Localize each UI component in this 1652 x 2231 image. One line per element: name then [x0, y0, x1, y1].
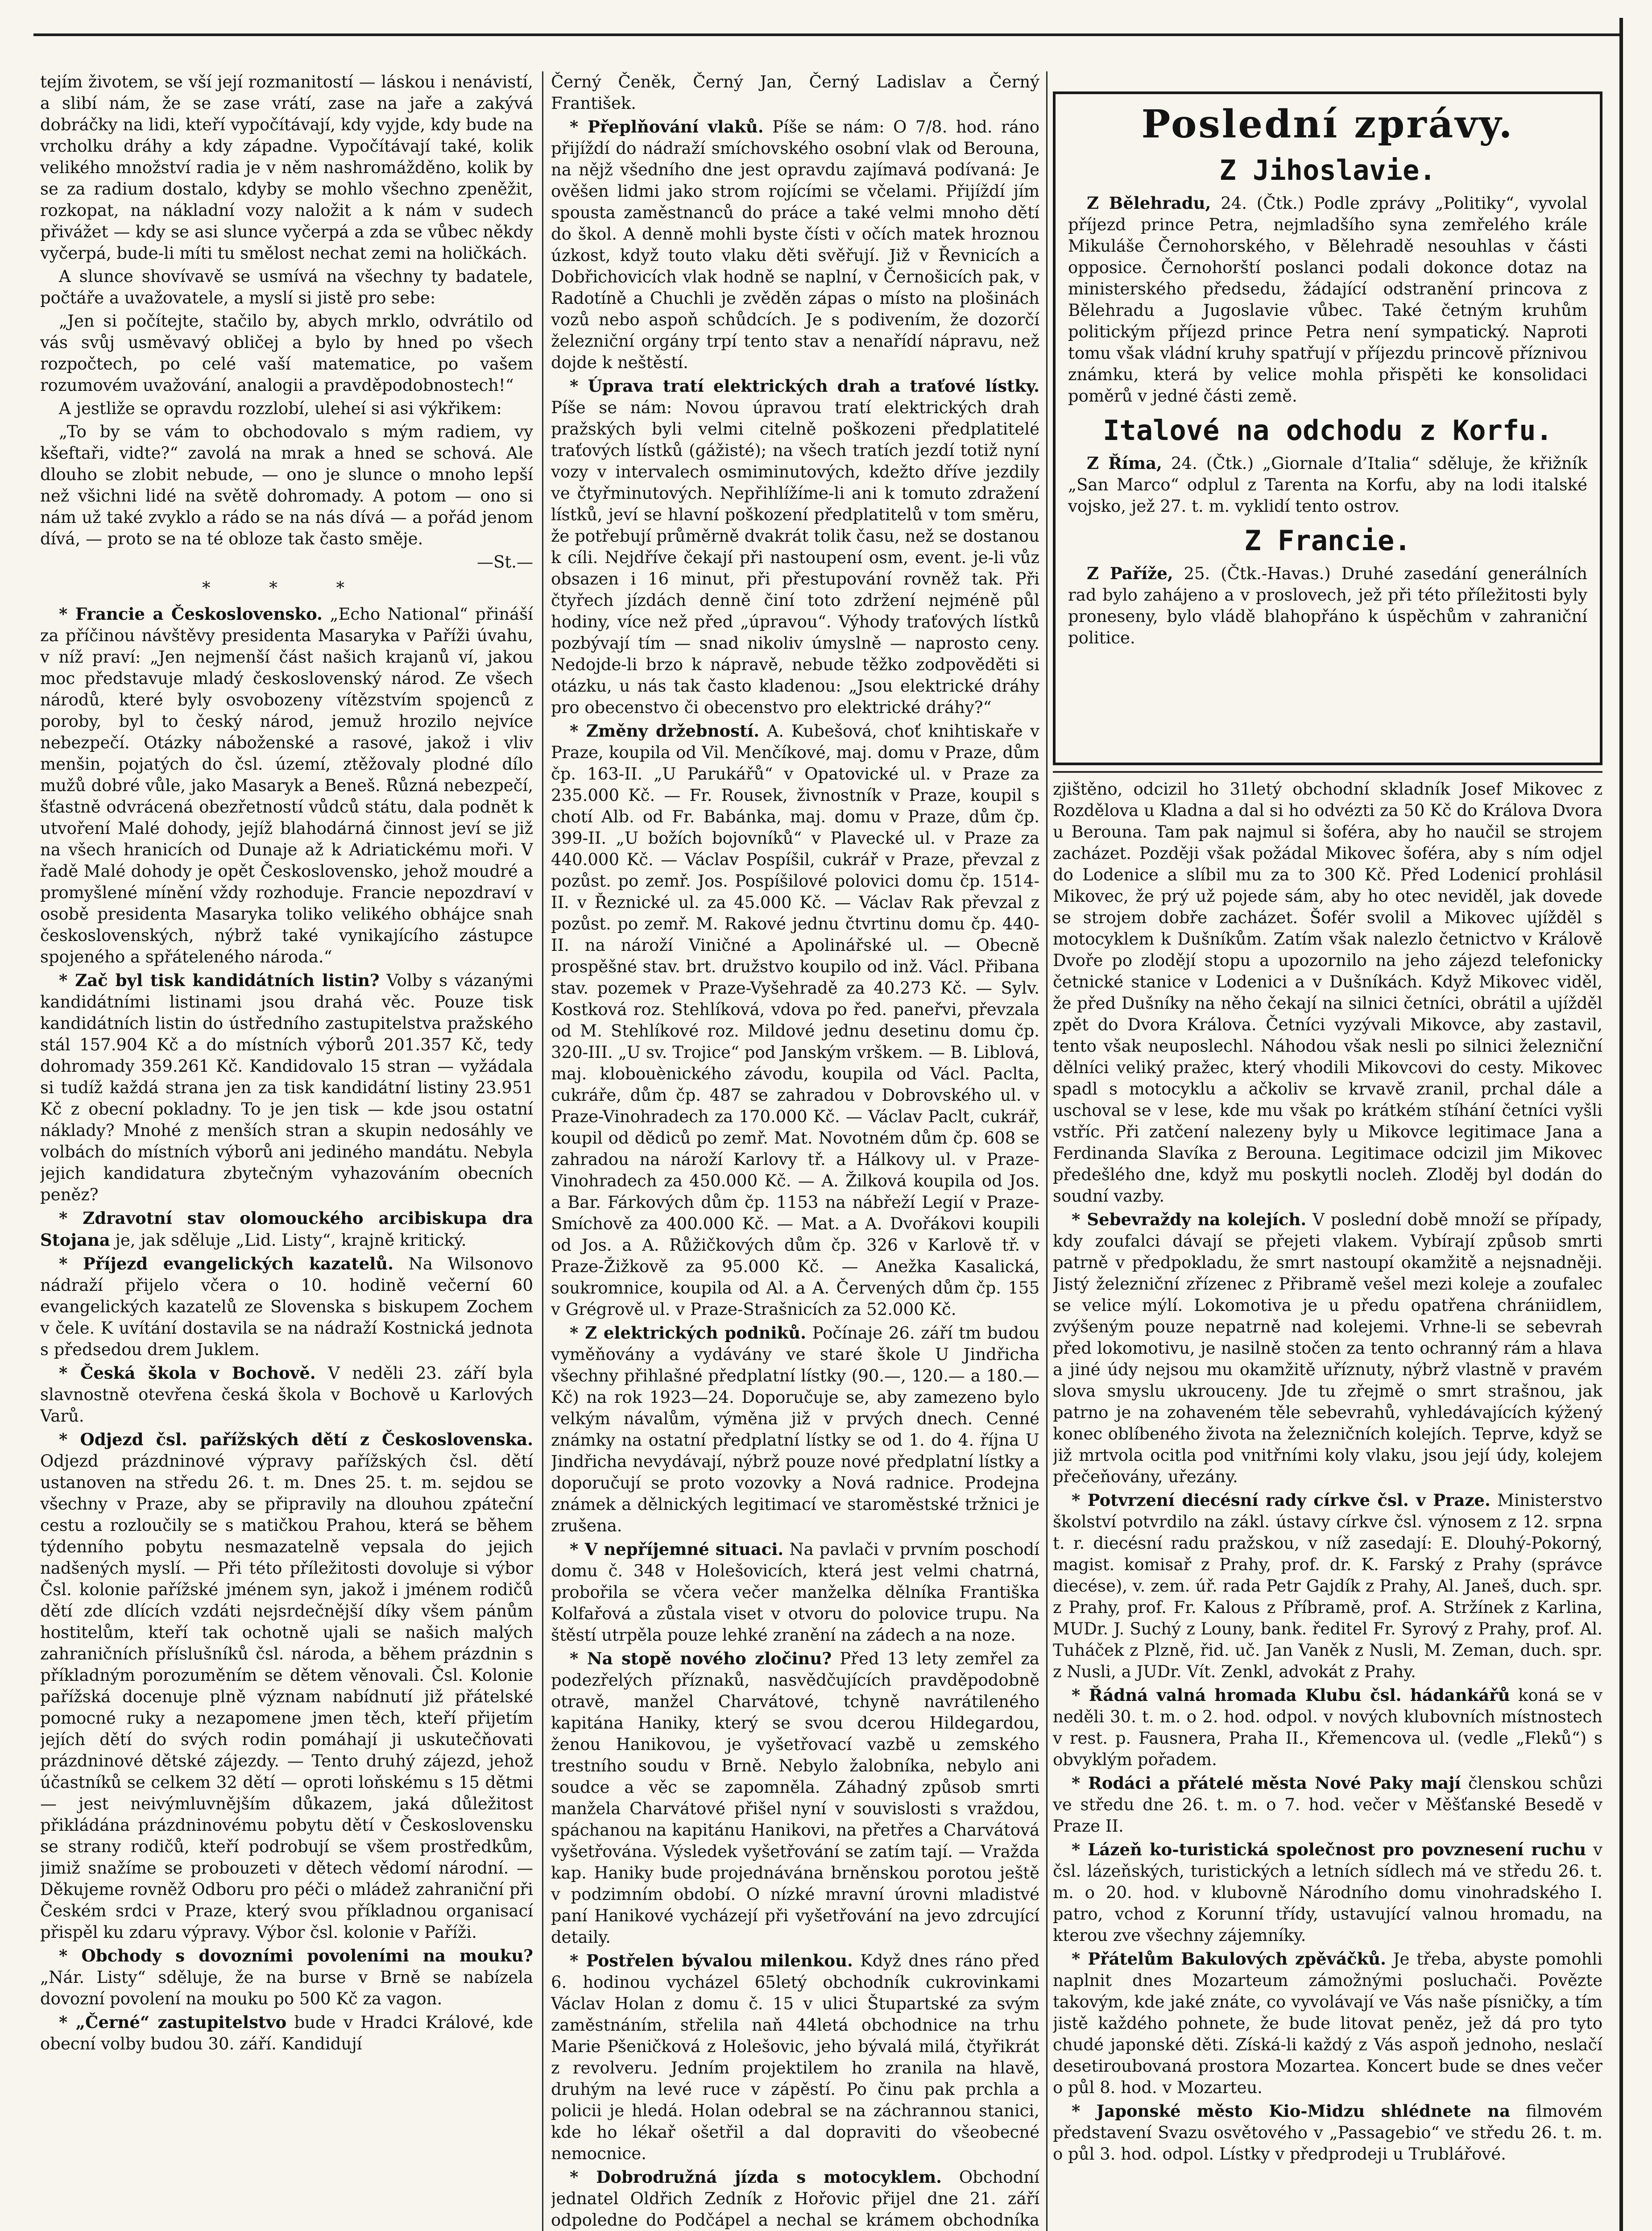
column-3-lower	[1053, 779, 1602, 2231]
news-body: V poslední době množí se případy, kdy zoufalci dávají se přejeti vlakem. Vybírají způsob smrti patrně v předpokladu, že smrt nastoupí okamžitě a nejsnadněji. Jistý železniční zřízenec z Přibramě vešel mezi koleje a zoufalec se velice mýlí. Lokomotiva je u předu opatřena chrániidlem, zvýšeným pouze nepatrně nad kolejemi. Vrhne-li se sebevrah před lokomotivu, je nasilně stočen za tento ochranný rám a hlava a jiné údy nejsou mu okamžitě uříznuty, nýbrž vlastně v pravém slova smyslu ukrouceny. Jde tu zřejmě o smrt strašnou, jak patrno je na zohaveném těle sebevrahů, vyhledávajících kýžený konec oblíbeného života na železničních kolejích. Teprve, když se již mrtvola ocitla pod vnitřními koly vlaku, jsou její údy, kolejem přečeňovány, uřezány.	[1053, 1210, 1602, 1486]
news-item-kazatele	[40, 1253, 533, 1360]
news-heading: * Česká škola v Bochově.	[59, 1363, 316, 1383]
news-body: A. Kubešová, choť knihtiskaře v Praze, koupila od Vil. Menčíkové, maj. domu v Praze, dům čp. 163-II. „U Parukářů“ v Opatovické ul. v Praze za 235.000 Kč. — Fr. Rousek, živnostník v Praze, koupil s chotí Alb. od Fr. Babánka, maj. domu v Praze, dům čp. 399-II. „U božích bojovníků“ v Plavecké ul. v Praze za 440.000 Kč. — Václav Pospíšil, cukrář v Praze, převzal z pozůst. po zemř. Jos. Pospíšilové polovici domu čp. 1514-II. v Řeznické ul. za 45.000 Kč. — Václav Rak převzal z pozůst. po zemř. M. Rakové jednu čtvrtinu domu čp. 440-II. na nároží Viničné a Apolinářské ul. — Obecně prospěšné stav. brt. družstvo koupilo od inž. Václ. Přibana stav. pozemek v Praze-Vyšehradě za 40.273 Kč. — Sylv. Kostková roz. Stehlíková, vdova po řed. paneřvi, převzala od M. Stehlíkové roz. Mildové jednu desetinu domu čp. 320-III. „U sv. Trojice“ pod Janským vrškem. — B. Liblová, maj. klobouènického závodu, koupila od Václ. Paclta, cukráře, dům čp. 487 se zahradou v Dobrovského ul. v Praze-Vinohradech za 170.000 Kč. — Václav Paclt, cukrář, koupil od dědiců po zemř. Mat. Novotném dům čp. 608 se zahradou na nároží Karlovy tř. a Hálkovy ul. v Praze-Vinohradech za 450.000 Kč. — A. Žilková koupila od Jos. a Bar. Fárkových dům čp. 1153 na nábřeží Legií v Praze-Smíchově za 400.000 Kč. — Mat. a A. Dvořákovi koupili od Jos. a A. Růžičkových dům čp. 326 v Karlově tř. v Praze-Žižkově za 95.000 Kč. — Anežka Kasalická, soukromnice, koupila od Al. a A. Červených dům čp. 155 v Grégrově ul. v Praze-Strašnicích za 52.000 Kč.	[551, 722, 1039, 1319]
news-heading: * Japonské město Kio-Midzu shlédnete na	[1072, 2101, 1511, 2121]
news-body: Ministerstvo školství potvrdilo na zákl. ústavy církve čsl. výnosem z 12. srpna t. r. diecésní radu pražskou, v níž zasedají: E. Dlouhý-Pokorný, magist. komisař z Prahy, prof. dr. K. Farský z Prahy (správce diecése), v. zem. úř. rada Petr Gajdík z Prahy, Al. Janeš, duch. spr. z Prahy, prof. Fr. Kalous z Příbramě, prof. A. Stržínek z Karlina, MUDr. J. Suchý z Louny, bank. ředitel Fr. Syrový z Prahy, prof. Al. Tuháček z Plzně, řid. uč. Jan Vaněk z Nusli, M. Zeman, duch. spr. z Nusli, a JUDr. Vít. Zenkl, advokát z Prahy.	[1053, 1491, 1602, 1681]
news-item-uprava	[551, 375, 1039, 718]
news-body: Na Wilsonovo nádraží přijelo včera o 10. hodině večerní 60 evangelických kazatelů ze Slovenska s biskupem Zochem v čele. K uvítání dostavila se na nádraží Kostnická jednota s předsedou drem Juklem.	[40, 1254, 533, 1359]
news-item-situaci	[551, 1538, 1039, 1646]
news-heading: * Z elektrických podniků.	[570, 1323, 807, 1343]
news-item-nova-paka	[1053, 1772, 1602, 1837]
news-heading: * Řádná valná hromada Klubu čsl. hádankářů	[1072, 1685, 1510, 1705]
news-heading: * Přeplňování vlaků.	[570, 117, 764, 137]
news-body: koná se v neděli 30. t. m. o 2. hod. odpol. v nových klubovních místnostech v rest. p. Fausnera, Praha II., Křemencova ul. (vedle „Fleků“) s obvyklým pořadem.	[1053, 1686, 1602, 1769]
news-body: členskou schůzi ve středu dne 26. t. m. o 7. hod. večer v Měšťanské Besedě v Praze II.	[1053, 1774, 1602, 1836]
sun-article-p3: „Jen si počítejte, stačilo by, abych mrklo, odvrátilo od vás svůj usměvavý obličej a bylo by hned po všech rozpočtech, po celé vaší matematice, po vašem rozumovém uvažování, analogii a pravděpodobnostech!“	[40, 311, 533, 395]
news-item-bochov	[40, 1362, 533, 1427]
top-rule	[33, 33, 1619, 36]
section-title-jihoslavie: Z Jihoslavie.	[1219, 154, 1436, 187]
news-body: 24. (Čtk.) Podle zprávy „Politiky“, vyvolal příjezd prince Petra, nejmladšího syna zemřelého krále Mikuláše Černohorského, v Bělehradě nesouhlas v části opposice. Černohorští poslanci podali dokonce dotaz na ministerského předsedu, žádající odstranění princova z Bělehradu a Jugoslavie vůbec. Také četným kruhům politickým příjezd prince Petra není sympatický. Naproti tomu však vládní kruhy spatřují v příjezdu princově příznivou známku, která by velice mohla přispěti ke konsolidaci poměrů v jedné části země.	[1068, 194, 1588, 406]
news-item-zmeny	[551, 720, 1039, 1320]
sun-article-p5: „To by se vám to obchodovalo s mým radiem, vy kšeftaři, vidte?“ zavolá na mrak a hned se schová. Ale dlouho se zlobit nebude, — ono je slunce o mnoho lepší než všichni lidé na světě dohromady. A potom — ono si nám už také zvyklo a rádo se na nás dívá — a pořád jenom dívá, — proto se na té obloze tak často směje.	[40, 422, 533, 548]
news-item-potvrzeni	[1053, 1489, 1602, 1683]
news-body: Když dnes ráno před 6. hodinou vycházel 65letý obchodník cukrovinkami Václav Holan z domu č. 15 v ulici Štupartské za svým zaměstnáním, střelila naň 44letá obchodnice na trhu Marie Pšeničková z Holešovic, jeho bývalá milá, čtyřikrát z revolveru. Jedním projektilem ho zranila na hlavě, druhým na levé ruce v zápěstí. Po činu pak prchla a policii je hledá. Holan odebral se na záchrannou stanici, kde ho lékař ošetřil a dal dopraviti do všeobecné nemocnice.	[551, 1951, 1039, 2163]
sun-article-p2: A slunce shovívavě se usmívá na všechny ty badatele, počtáře a uvažovatele, a myslí si jistě pro sebe:	[40, 267, 533, 307]
news-item-bakule	[1053, 1948, 1602, 2098]
news-body: Volby s vázanými kandidátními listinami jsou drahá věc. Pouze tisk kandidátních listin do ústředního zastupitelstva pražského stál 157.904 Kč a do místních výborů 201.357 Kč, tedy dohromady 359.261 Kč. Kandidovalo 15 stran — vyžádala si tudíž každá strana jen za tisk kandidátní listiny 23.951 Kč z obecní pokladny. To je jen tisk — kde jsou ostatní náklady? Mnohé z menších stran a skupin nedosáhly ve volbách do místních výborů ani jediného mandátu. Nebyla jejich kandidatura zbytečným vyhazováním obecních peněz?	[40, 971, 533, 1204]
news-body: bude v Hradci Králové, kde obecní volby budou 30. září. Kandidují	[40, 2013, 533, 2053]
news-heading: * Dobrodružná jízda s motocyklem.	[570, 2167, 942, 2187]
news-heading: * V nepříjemné situaci.	[570, 1539, 784, 1559]
latest-news-title: Poslední zprávy.	[1141, 102, 1514, 147]
continued-text: zjištěno, odcizil ho 31letý obchodní skladník Josef Mikovec z Rozdělova u Kladna a dal si ho odvézti za 50 Kč do Králova Dvora u Berouna. Tam pak najmul si šoféra, aby ho naučil se strojem zacházet. Později však požádal Mikovec šoféra, aby s ním odjel do Lodenice a slíbil mu za to 300 Kč. Před Lodenicí prohlásil Mikovec, že prý už pojede sám, aby ho otec neviděl, jak dovede se strojem dobře zacházet. Šofér svolil a Mikovec ujížděl s motocyklem k Dušníkům. Zatím však nalezlo četnictvo v Králově Dvoře po zlodějí stopu a upozornilo na jeho zájezd telefonicky četnické stanice v Lodenici a v Dušníkách. Když Mikovec viděl, že před Dušníky na něho čekají na silnici četníci, obrátil a ujížděl zpět do Dvora Králova. Četníci vyzývali Mikovce, aby zastavil, tento však neuposlechl. Náhodou však nesli po silnici železniční dělníci veliký pražec, který vhodili Mikovcovi do cesty. Mikovec spadl s motocyklu a ačkoliv se krvavě zranil, prchal dále a uschoval se v lese, kde mu však po krátkém stíhání četníci vyšli vstříc. Při zatčení nalezeny byly u Mikovce legitimace Jana a Ferdinanda Slavíka z Berouna. Legitimace odcizil jim Mikovec předešlého dne, když mu poskytli nocleh. Zloděj byl dodán do soudní vazby.	[1053, 780, 1602, 1206]
news-heading: * Úprava tratí elektrických drah a traťové lístky.	[570, 376, 1039, 396]
column-2	[551, 71, 1039, 2231]
news-heading: * Francie a Československo.	[59, 604, 323, 624]
news-body: V neděli 23. září byla slavnostně otevřena česká škola v Bochově u Karlových Varů.	[40, 1364, 533, 1426]
news-heading: * Rodáci a přátelé města Nové Paky mají	[1072, 1773, 1461, 1793]
right-edge-rule	[1619, 18, 1623, 2231]
news-body: „Nár. Listy“ sděluje, že na burse v Brně se nabízela dovozní povolení na mouku po 500 Kč za vagon.	[40, 1968, 533, 2008]
news-body: „Echo National“ přináší za příčinou návštěvy presidenta Masaryka v Paříži úvahu, v níž praví: „Jen nejmenší část našich krajanů ví, jakou moc představuje mladý československý národ. Ze všech národů, které byly osvobozeny vítězstvím spojenců z poroby, byl to český národ, jemuž hrozilo nejvíce nebezpečí. Otázky náboženské a rasové, jakož i vliv menšin, pojatých do čsl. území, ztěžovaly plodné dílo mužů dobré vůle, jako Masaryk a Beneš. Různá nebezpečí, šťastně odvrácená obezřetností vůdců státu, dala podnět k utvoření Malé dohody, jejíž blahodárná činnost jeví se již na všech hranicích od Dunaje až k Adriatickému moři. V řadě Malé dohody je opět Československo, jehož moudré a promyšlené mínění vždy rozhoduje. Francie nepozdraví v osobě presidenta Masaryka toliko velikého obhájce snah československých, nýbrž také vynikajícího zástupce spojeného a spřáteleného národa.“	[40, 605, 533, 966]
news-body: 25. (Čtk.-Havas.) Druhé zasedání generálních rad bylo zahájeno a v proslovech, jež při této příležitosti byly proneseny, bylo vládě blahopřáno k úspěchům v zahraniční politice.	[1068, 564, 1587, 647]
news-body: je, jak sděluje „Lid. Listy“, krajně kritický.	[115, 1231, 467, 1250]
news-heading: * Lázeň ko-turistická společnost pro povznesení ruchu	[1072, 1840, 1586, 1859]
sun-article-p4: A jestliže se opravdu rozzlobí, uleheí si asi výkřikem:	[59, 399, 502, 418]
news-heading: * Na stopě nového zločinu?	[570, 1649, 832, 1668]
news-item-obchody	[40, 1945, 533, 2010]
news-item-jizda	[551, 2166, 1039, 2231]
news-item-italove	[1068, 452, 1587, 517]
news-item-cerne	[40, 2011, 533, 2055]
news-heading: * Zdravotní stav olomouckého arcibiskupa dra Stojana	[40, 1208, 533, 1250]
news-body: Na pavlači v prvním poschodí domu č. 348 v Holešovicích, která jest velmi chatrná, probořila se včera večer manželka dělníka Františka Kolfařová a zůstala viset v otvoru do polovice trupu. Na štěstí utrpěla pouze lehké zranění na zádech a na noze.	[551, 1540, 1039, 1645]
latest-news-box	[1053, 91, 1602, 765]
news-item-japonsko	[1053, 2100, 1602, 2165]
news-body: Počínaje 26. září tm budou vyměňovány a vydávány ve staré škole U Jindřicha všechny přihlašné předplatní lístky (90.—, 120.— a 180.— Kč) na rok 1923—24. Doporučuje se, aby zamezeno bylo velkým návalům, výměna již v prvých dnech. Cenné známky na ostatní předplatní lístky se od 1. do 4. října U Jindřicha nevydávají, nýbrž pouze nové předplatní lístky a doporučují se proto vozovky a Nová radnice. Prodejna známek a dělnických legitimací ve staroměstské tržnici je zrušena.	[551, 1323, 1039, 1535]
news-body: Píše se nám: O 7/8. hod. ráno přijíždí do nádraží smíchovského osobní vlak od Berouna, na nějž všedního dne jest opravdu zajímavá podívaná: Je ověšen lidmi jako strom rojícími se včelami. Přijíždí jím spousta zaměstnanců do práce a také velmi mnoho dětí do škol. A denně mohli byste čísti v očích matek hroznou úzkost, když touto vlaku děti svěřují. Již v Řevnicích a Dobřichovicích vlak hodně se naplní, v Černošicích pak, v Radotíně a Chuchli je zvěděn zápas o místo na plošinách vozů nebo aspoň schůdcích. Je s podivením, že dozorčí železniční orgány trpí tento stav a nenařídí nápravu, než dojde k neštěstí.	[551, 117, 1039, 372]
news-item-stope	[551, 1648, 1039, 1948]
section-title-francie: Z Francie.	[1244, 524, 1411, 557]
news-heading: * Potvrzení diecésní rady církve čsl. v Praze.	[1072, 1490, 1491, 1510]
news-heading: * Postřelen bývalou milenkou.	[570, 1951, 853, 1970]
news-body: Píše se nám: Novou úpravou tratí elektrických drah pražských byli velmi citelně poškozeni předplatitelé traťových lístků (gážisté); na všech tratích jezdí totiž nyní vozy v intervalech osmiminutových, kdežto dříve jezdily ve čtyřminutových. Nepřihlížíme-li ani k tomuto zdražení lístků, jeví se hlavní poškození předplatitelů v tom směru, že potřebují průměrně dvakrát tolik času, než se dostanou k cíli. Nejdříve čekají při nastoupení osm, event. je-li vůz obsazen i 16 minut, při přestupování rovněž tak. Při čtyřech jízdách denně činí toto zdržení nejméně půl hodiny, více než před „úpravou“. Výhody traťových lístků pozbývají tím — snad nikoliv úmyslně — naprosto ceny. Nedojde-li brzo k nápravě, nebude těžko zodpověděti si otázku, u nás tak často kladenou: „Jsou elektrické dráhy pro obecenstvo či obecenstvo pro elektrické dráhy?“	[551, 398, 1039, 717]
news-body: 24. (Čtk.) „Giornale d’Italia“ sděluje, že křižník „San Marco“ odplul z Tarenta na Korfu, aby na lodi italské vojsko, jež 27. t. m. vyklidí tento ostrov.	[1068, 454, 1588, 516]
news-body: filmovém představení Svazu osvětového v „Passagebio“ ve středu 26. t. m. o půl 3. hod. odpol. Lístky v předprodeji u Trublářové.	[1053, 2102, 1602, 2164]
news-heading: * „Černé“ zastupitelstvo	[59, 2012, 287, 2032]
news-item-jihoslavie	[1068, 192, 1587, 407]
dateline: Z Říma,	[1087, 453, 1162, 473]
box-bottom-rule	[1053, 771, 1602, 773]
section-title-italove: Italové na odchodu z Korfu.	[1103, 414, 1553, 447]
news-heading: * Přátelům Bakulových zpěváčků.	[1072, 1949, 1386, 1969]
news-item-tisk	[40, 970, 533, 1206]
news-body: v čsl. lázeňských, turistických a letních sídlech má ve středu 26. t. m. o 20. hod. v klubovně Národního domu vinohradského I. patro, vchod z Korunní třídy, ustavující valnou hromadu, na kterou zve všechny zájemníky.	[1053, 1840, 1602, 1945]
continued-text: Černý Čeněk, Černý Jan, Černý Ladislav a Černý František.	[551, 72, 1039, 113]
dateline: Z Paříže,	[1087, 564, 1173, 583]
section-separator: * * *	[202, 578, 372, 597]
column-1	[40, 71, 533, 2231]
news-body: Před 13 lety zemřel za podezřelých příznaků, nasvědčujících pravděpodobně otravě, manžel Charvátové, tchyně navrátileného kapitána Haniky, který se svou dcerou Hildegardou, ženou Hanikovou, je vyšetřovací vazbě u zemského trestního soudu v Brně. Nebylo žalobníka, nebylo ani soudce a věc se zapomněla. Záhadný způsob smrti manžela Charvátové přišel nyní v souvislosti s vraždou, spáchanou na kapitánu Hanikovi, na přetřes a Charvátová vyšetřována. Výsledek vyšetřování se zatím tají. — Vražda kap. Haniky bude projednávána brněnskou porotou ještě v podzimním období. O nízké mravní úrovni mladistvé paní Hanikové vycházejí při vyšetřování na jevo zdrcující detaily.	[551, 1649, 1039, 1947]
news-item-lazen	[1053, 1839, 1602, 1946]
news-heading: * Odjezd čsl. pařížských dětí z Československa.	[59, 1430, 533, 1449]
column-divider	[542, 71, 543, 2231]
news-item-hadankari	[1053, 1684, 1602, 1771]
news-heading: * Změny držebností.	[570, 721, 760, 741]
news-item-podniku	[551, 1322, 1039, 1537]
dateline: Z Bělehradu,	[1087, 193, 1211, 213]
news-item-postrelen	[551, 1950, 1039, 2165]
news-item-odjezd	[40, 1429, 533, 1943]
news-item-sebevrazdy	[1053, 1209, 1602, 1488]
news-item-stojan	[40, 1207, 533, 1251]
news-heading: * Zač byl tisk kandidátních listin?	[59, 970, 380, 990]
sun-article-signature: —St.—	[477, 552, 533, 572]
news-item-preplnovani	[551, 116, 1039, 373]
news-body: Je třeba, abyste pomohli naplnit dnes Mozarteum zámožnými posluchači. Povězte takovým, kde jaké znáte, co vyvolávají ve Vás naše písničky, a tím jistě každého pohnete, že bude litovat peněz, jež dá pro tyto chudé japonské děti. Získá-li každý z Vás aspoň jednoho, neslačí desetiroubovaná prostora Mozartea. Koncert bude se dnes večer o půl 8. hod. v Mozarteu.	[1053, 1949, 1602, 2097]
column-divider	[1046, 71, 1048, 2231]
news-item-francie	[40, 603, 533, 968]
news-heading: * Příjezd evangelických kazatelů.	[59, 1254, 393, 1273]
news-heading: * Sebevraždy na kolejích.	[1072, 1210, 1307, 1229]
sun-article-p1: tejím životem, se vší její rozmanitostí — láskou i nenávistí, a slibí nám, že se zase vrátí, zase na jaře a zakývá dobráčky na lidi, kteří vypočítávají, kdy vyjde, kdy bude na vrcholku dráhy a kdy západne. Vypočítávají také, kolik velikého množství radia je v něm nashromážděno, kolik by se za radium dostalo, kdyby se mohlo všechno zpeněžit, rozkopat, na nákladní vozy naložit a k nám v sudech přivážet — kdy se asi slunce vyčerpá a zda se vůbec někdy vyčerpá, bude-li míti tu smělost nechat zemi na holičkách.	[40, 72, 533, 263]
news-item-francie-latest	[1068, 563, 1587, 649]
news-body: Obchodní jednatel Oldřich Zedník z Hořovic přijel dne 21. září odpoledne do Podčápel a nechal se krámem obchodníka	[551, 2168, 1039, 2230]
news-heading: * Obchody s dovozními povoleními na mouku?	[59, 1946, 533, 1966]
news-body: Odjezd prázdninové výpravy pařížských čsl. dětí ustanoven na středu 26. t. m. Dnes 25. t. m. sejdou se všechny v Praze, aby se připravily na dlouhou zpáteční cestu a rozloučily se s matičkou Prahou, která se během týdenního pobytu nesmazatelně vepsala do jejich nadšených myslí. — Při této příležitosti dovoluje si výbor Čsl. kolonie pařížské jménem syn, jakož i jménem rodičů dětí zde dlících vzdáti nejsrdečnější díky všem pánům hostitelům, kteří tak ochotně ujali se našich malých zahraničních příslušníků čsl. národa, a během prázdnin s příkladným porozuměním se dětem věnovali. Čsl. Kolonie pařížská docenuje plně význam nabídnutí již přátelské pomocné ruky a nezapomene jmen těch, kteří přijetím jejích dětí do svých rodin pomáhají ji uskutečňovati prázdninové dětské zájezdy. — Tento druhý zájezd, jehož účastníků se celkem 32 dětí — oproti loňskému s 15 dětmi — jest neivýmluvnějším důkazem, jaká důležitost přikládána prázdninovému pobytu dětí v Československu se strany rodičů, kteří podrobují se všem prostředkům, jimiž snažíme se probouzeti v dětech vědomí národní. — Děkujeme rovněž Odboru pro péči o mládež zahraniční při Českém srdci v Praze, který svou příkladnou organisací přispěl ku zdaru výpravy. Výbor čsl. kolonie v Paříži.	[40, 1451, 533, 1942]
